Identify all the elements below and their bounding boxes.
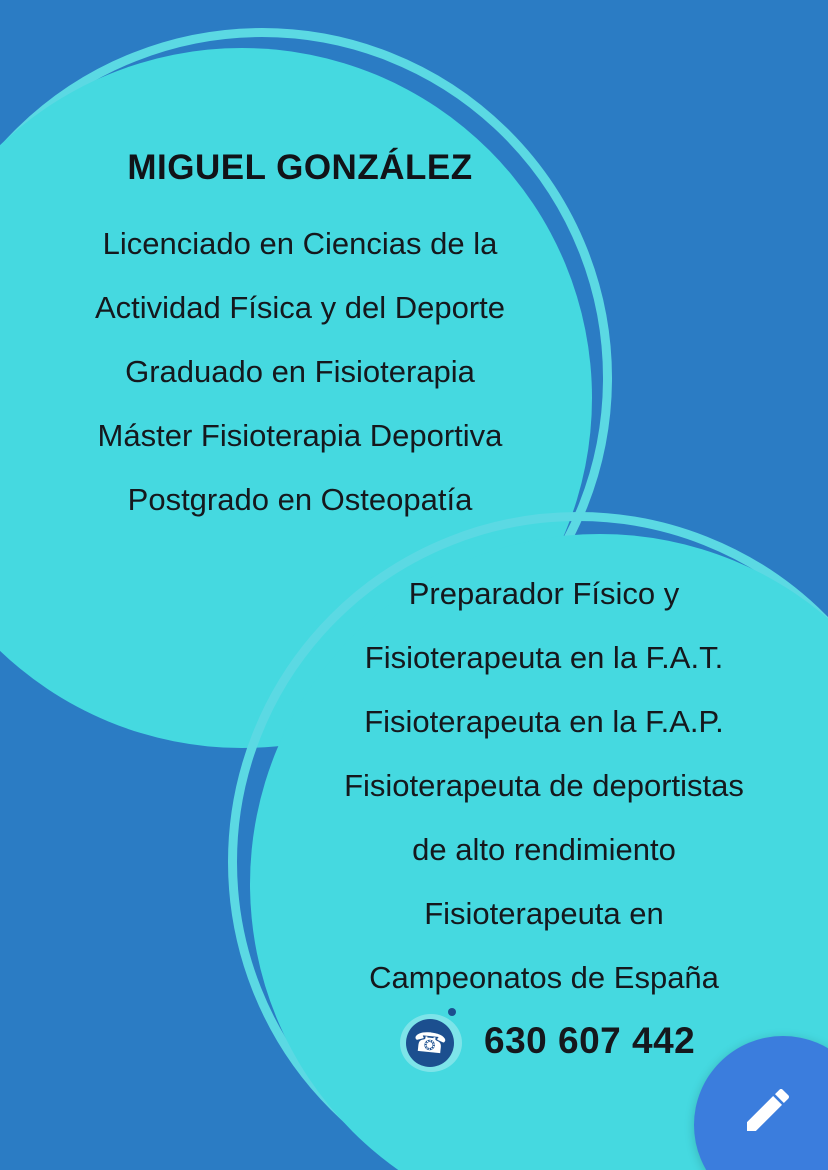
credential-line: Licenciado en Ciencias de la	[102, 226, 498, 261]
phone-handset-glyph: ☎	[411, 1025, 449, 1060]
experience-line: Fisioterapeuta en	[424, 896, 664, 931]
phone-icon-dot	[448, 1008, 456, 1016]
experience-block	[244, 562, 828, 1010]
phone-icon-disc	[406, 1019, 454, 1067]
phone-icon	[400, 1010, 462, 1072]
experience-line: Campeonatos de España	[369, 960, 719, 995]
profile-name: MIGUEL GONZÁLEZ	[127, 148, 473, 187]
phone-row[interactable]	[400, 1010, 695, 1072]
credential-line: Actividad Física y del Deporte	[94, 290, 506, 325]
experience-line: Preparador Físico y	[408, 576, 680, 611]
experience-line: Fisioterapeuta en la F.A.P.	[364, 704, 724, 739]
pencil-icon	[740, 1082, 796, 1138]
experience-line: Fisioterapeuta de deportistas	[344, 768, 744, 803]
credential-line: Postgrado en Osteopatía	[127, 482, 473, 517]
credentials-block	[0, 148, 600, 532]
credential-line: Máster Fisioterapia Deportiva	[97, 418, 503, 453]
experience-line: de alto rendimiento	[412, 832, 676, 867]
phone-number[interactable]: 630 607 442	[484, 1020, 696, 1061]
credential-line: Graduado en Fisioterapia	[125, 354, 475, 389]
experience-line: Fisioterapeuta en la F.A.T.	[364, 640, 724, 675]
